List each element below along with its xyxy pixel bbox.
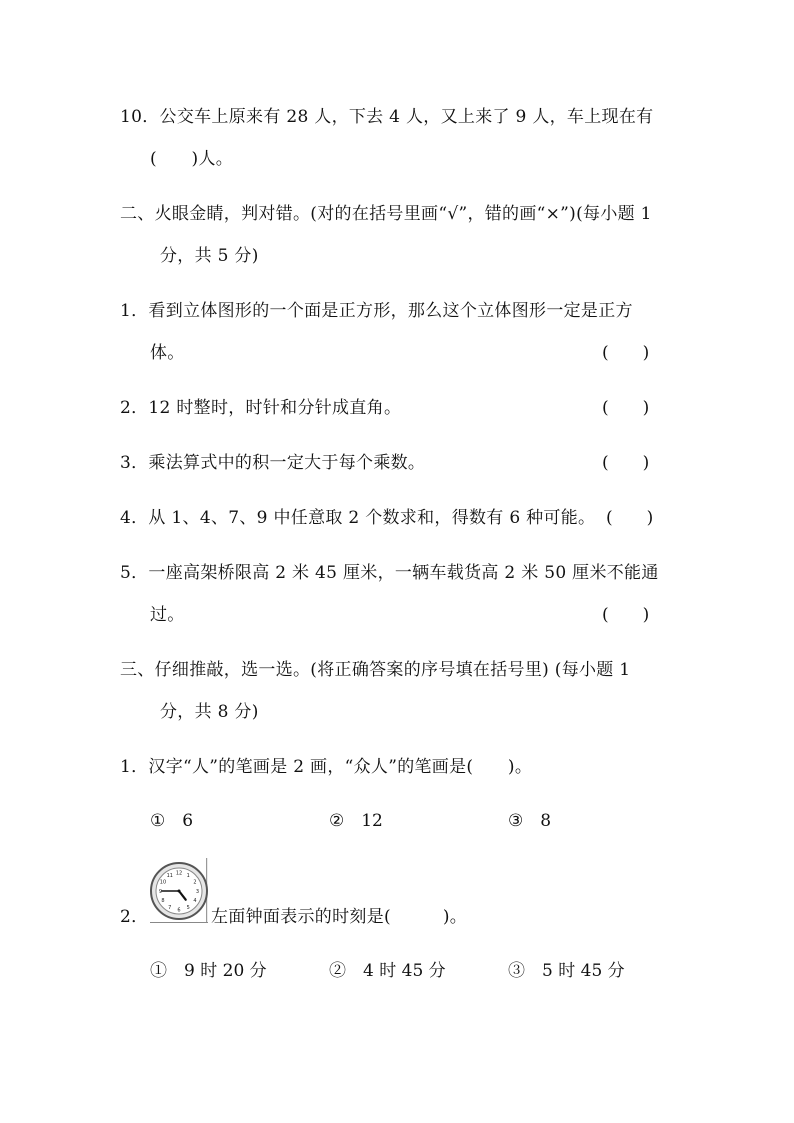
- section3-title-line1: 三、仔细推敲，选一选。(将正确答案的序号填在括号里) (每小题 1: [120, 660, 631, 680]
- s2-item1-line2: 体。: [150, 343, 185, 363]
- answer-blank[interactable]: ( ): [602, 605, 650, 625]
- clock-numeral: 2: [193, 879, 197, 886]
- clock-numeral: 9: [158, 888, 163, 895]
- clock-baseline: [150, 922, 208, 923]
- choice-option-1[interactable]: ① 9 时 20 分: [150, 961, 267, 981]
- clock-numeral: 4: [193, 898, 197, 905]
- choice-option-3[interactable]: ③ 8: [508, 811, 552, 831]
- s3-q2-number: 2．: [120, 907, 149, 927]
- s2-item3: 3．乘法算式中的积一定大于每个乘数。: [120, 453, 426, 473]
- s2-item5-line1: 5．一座高架桥限高 2 米 45 厘米，一辆车载货高 2 米 50 厘米不能通: [120, 563, 659, 583]
- answer-blank[interactable]: ( ): [606, 508, 654, 528]
- clock-numeral: 6: [177, 907, 181, 914]
- choice-option-2[interactable]: ② 4 时 45 分: [329, 961, 446, 981]
- q10-line1: 10．公交车上原来有 28 人，下去 4 人，又上来了 9 人，车上现在有: [120, 107, 654, 127]
- choice-option-1[interactable]: ① 6: [150, 811, 194, 831]
- clock-numeral: 7: [168, 904, 172, 911]
- clock-numeral: 10: [159, 879, 167, 886]
- section3-title-line2: 分，共 8 分): [160, 702, 259, 722]
- clock-numeral: 3: [195, 888, 200, 895]
- answer-blank[interactable]: ( ): [602, 398, 650, 418]
- section2-title-line1: 二、火眼金睛，判对错。(对的在括号里画“√”，错的画“×”)(每小题 1: [120, 204, 652, 224]
- clock-numeral: 5: [186, 904, 190, 911]
- s2-item2: 2．12 时整时，时针和分针成直角。: [120, 398, 402, 418]
- clock-numeral: 12: [175, 870, 183, 877]
- clock-numeral: 8: [161, 898, 165, 905]
- clock-image: [150, 858, 210, 922]
- q10-line2: ( )人。: [150, 149, 234, 169]
- s2-item1-line1: 1．看到立体图形的一个面是正方形，那么这个立体图形一定是正方: [120, 301, 633, 321]
- clock-face-icon: [150, 858, 210, 922]
- clock-numeral: 1: [186, 872, 190, 879]
- choice-option-2[interactable]: ② 12: [329, 811, 383, 831]
- answer-blank[interactable]: ( ): [602, 343, 650, 363]
- s3-q2-stem: 左面钟面表示的时刻是( )。: [211, 907, 468, 927]
- section2-title-line2: 分，共 5 分): [160, 246, 259, 266]
- s3-q1-stem: 1．汉字“人”的笔画是 2 画，“众人”的笔画是( )。: [120, 757, 533, 777]
- choice-option-3[interactable]: ③ 5 时 45 分: [508, 961, 625, 981]
- answer-blank[interactable]: ( ): [602, 453, 650, 473]
- s2-item4: 4．从 1、4、7、9 中任意取 2 个数求和，得数有 6 种可能。: [120, 508, 596, 528]
- clock-numeral: 11: [166, 872, 173, 879]
- s2-item5-line2: 过。: [150, 605, 185, 625]
